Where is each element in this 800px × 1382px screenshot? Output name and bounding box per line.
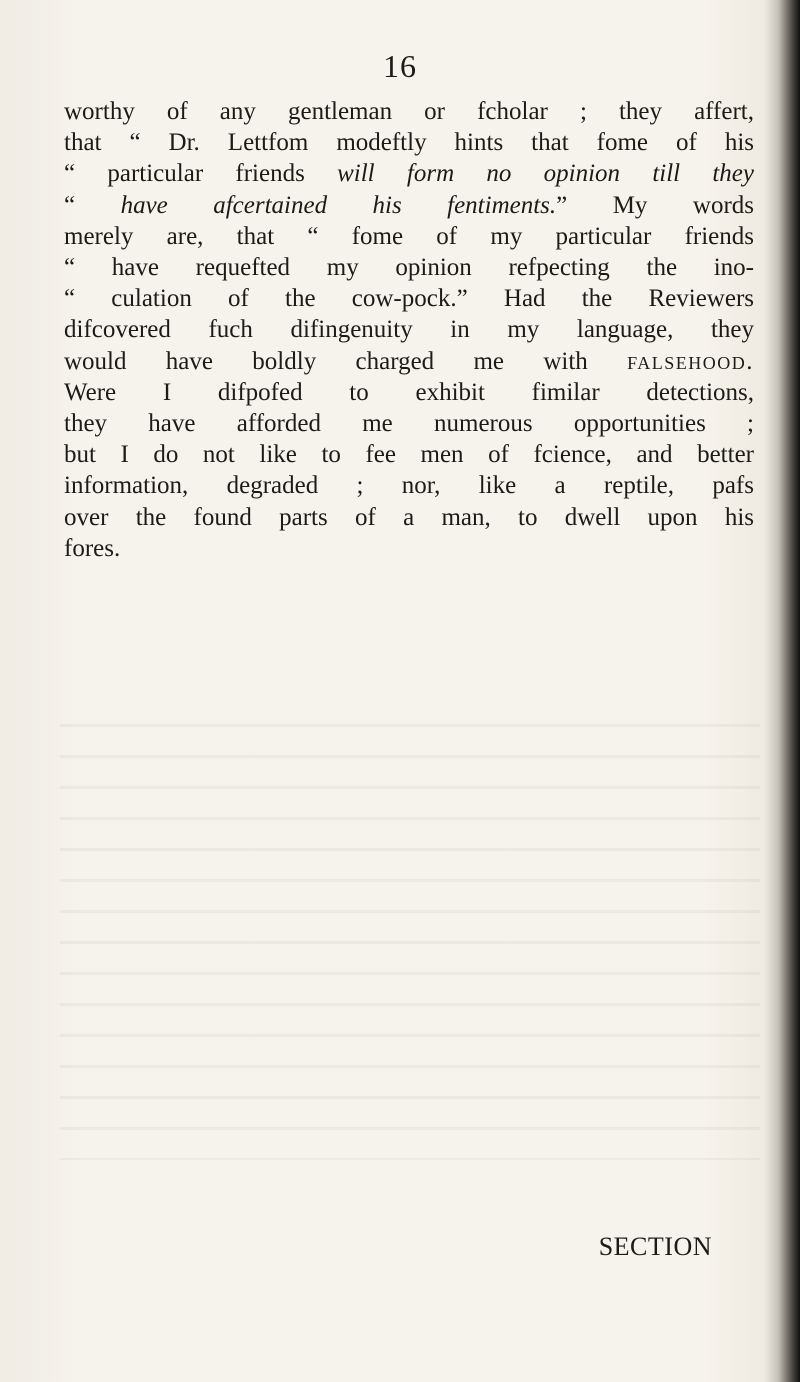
text-line bbox=[64, 252, 754, 283]
text-run: have afcertained his fentiments. bbox=[120, 191, 557, 219]
page-binding-edge bbox=[764, 0, 800, 1382]
text-run: “ culation of the cow-pock.” Had the Reviewers bbox=[64, 285, 754, 313]
text-line bbox=[64, 314, 754, 345]
text-run: Were I difpofed to exhibit fimilar detections, bbox=[64, 378, 754, 406]
body-paragraph bbox=[64, 96, 754, 564]
text-line bbox=[64, 190, 754, 221]
text-line bbox=[64, 533, 754, 564]
text-run: “ bbox=[64, 191, 121, 219]
text-line bbox=[64, 283, 754, 314]
text-run: information, degraded ; nor, like a reptile, pafs bbox=[64, 472, 754, 500]
text-line bbox=[64, 502, 754, 533]
text-line bbox=[64, 158, 754, 189]
show-through-texture bbox=[60, 700, 760, 1160]
text-run: “ have requefted my opinion refpecting the ino- bbox=[64, 254, 754, 282]
text-run: will form no opinion till they bbox=[337, 160, 755, 188]
text-run: would have boldly charged me with bbox=[64, 347, 628, 375]
text-run: falsehood. bbox=[627, 347, 754, 375]
catchword: SECTION bbox=[598, 1232, 712, 1261]
text-line bbox=[64, 127, 754, 158]
text-run: that “ Dr. Lettfom modeftly hints that fome of his bbox=[64, 129, 754, 157]
text-run: but I do not like to fee men of fcience, and better bbox=[64, 441, 754, 469]
text-run: over the found parts of a man, to dwell upon his bbox=[64, 503, 754, 531]
text-line bbox=[64, 377, 754, 408]
text-run: fores. bbox=[64, 534, 121, 562]
text-line bbox=[64, 470, 754, 501]
text-run: ” My words bbox=[556, 191, 754, 219]
text-line bbox=[64, 221, 754, 252]
text-run: merely are, that “ fome of my particular friends bbox=[64, 222, 754, 250]
text-line bbox=[64, 439, 754, 470]
text-line bbox=[64, 346, 754, 377]
text-line bbox=[64, 96, 754, 127]
text-line bbox=[64, 408, 754, 439]
text-run: difcovered fuch difingenuity in my language, they bbox=[64, 316, 754, 344]
text-run: “ particular friends bbox=[64, 160, 338, 188]
page-number: 16 bbox=[383, 48, 417, 84]
text-run: they have afforded me numerous opportunities ; bbox=[64, 410, 754, 438]
text-run: worthy of any gentleman or fcholar ; they affert, bbox=[64, 98, 754, 125]
